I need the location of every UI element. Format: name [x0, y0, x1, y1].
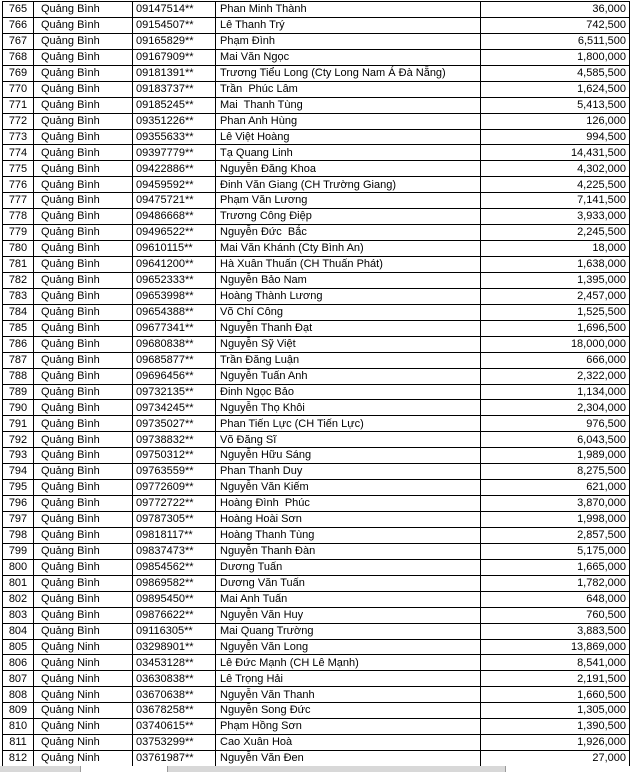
cell-amount[interactable]: 2,457,000	[577, 290, 626, 303]
cell-province[interactable]: Quảng Bình	[34, 624, 133, 639]
table-row	[3, 496, 629, 512]
cell-province[interactable]: Quảng Ninh	[34, 703, 133, 718]
table-row	[3, 385, 629, 401]
cell-phone[interactable]: 09677341**	[133, 321, 216, 336]
cell-name[interactable]: Nguyễn Văn Huy	[216, 608, 481, 623]
cell-phone[interactable]: 09116305**	[133, 624, 216, 639]
cell-province[interactable]: Quảng Ninh	[34, 751, 133, 766]
table-row	[3, 66, 629, 82]
cell-amount[interactable]: 2,322,000	[577, 369, 626, 382]
cell-name[interactable]: Phạm Văn Lương	[216, 193, 481, 208]
cell-amount[interactable]: 742,500	[586, 19, 626, 32]
cell-amount[interactable]: 1,395,000	[577, 274, 626, 287]
cell-row-number[interactable]: 782	[3, 273, 34, 288]
cell-name[interactable]: Nguyễn Thanh Đạt	[216, 321, 481, 336]
cell-phone[interactable]: 09837473**	[133, 544, 216, 559]
table-row	[3, 671, 629, 687]
table-row	[3, 273, 629, 289]
cell-row-number[interactable]: 772	[3, 114, 34, 129]
cell-phone[interactable]: 09680838**	[133, 337, 216, 352]
cell-row-number[interactable]: 805	[3, 640, 34, 655]
cell-name[interactable]: Hoàng Đình Phúc	[216, 496, 481, 511]
cell-name[interactable]: Phan Anh Hùng	[216, 114, 481, 129]
cell-phone[interactable]: 03298901**	[133, 640, 216, 655]
cell-name[interactable]: Mai Văn Khánh (Cty Bình An)	[216, 241, 481, 256]
cell-province[interactable]: Quảng Bình	[34, 496, 133, 511]
table-row	[3, 624, 629, 640]
cell-row-number[interactable]: 765	[3, 2, 34, 17]
cell-row-number[interactable]: 779	[3, 225, 34, 240]
table-row	[3, 528, 629, 544]
cell-row-number[interactable]: 766	[3, 18, 34, 33]
cell-province[interactable]: Quảng Bình	[34, 528, 133, 543]
cell-row-number[interactable]: 770	[3, 82, 34, 97]
cell-row-number[interactable]: 802	[3, 592, 34, 607]
cell-province[interactable]: Quảng Bình	[34, 400, 133, 415]
cell-amount[interactable]: 3,883,500	[577, 624, 626, 637]
cell-name[interactable]: Nguyễn Văn Thanh	[216, 687, 481, 702]
cell-name[interactable]: Phạm Hồng Sơn	[216, 719, 481, 734]
cell-province[interactable]: Quảng Bình	[34, 353, 133, 368]
cell-phone[interactable]: 09685877**	[133, 353, 216, 368]
cell-row-number[interactable]: 789	[3, 385, 34, 400]
cell-name[interactable]: Lê Việt Hoàng	[216, 130, 481, 145]
cell-amount[interactable]: 27,000	[592, 752, 626, 765]
cell-row-number[interactable]: 792	[3, 432, 34, 447]
cell-phone[interactable]: 03453128**	[133, 655, 216, 670]
table-row	[3, 145, 629, 161]
cell-row-number[interactable]: 803	[3, 608, 34, 623]
cell-phone[interactable]: 03678258**	[133, 703, 216, 718]
cell-phone[interactable]: 09763559**	[133, 464, 216, 479]
cell-name[interactable]: Nguyễn Đức Bắc	[216, 225, 481, 240]
cell-amount[interactable]: 760,500	[586, 608, 626, 621]
cell-name[interactable]: Hoàng Thanh Tùng	[216, 528, 481, 543]
cell-amount[interactable]: 4,302,000	[577, 162, 626, 175]
table-row	[3, 2, 629, 18]
cell-phone[interactable]: 09787305**	[133, 512, 216, 527]
table-row	[3, 321, 629, 337]
cell-province[interactable]: Quảng Bình	[34, 512, 133, 527]
table-row	[3, 193, 629, 209]
cell-phone[interactable]: 09696456**	[133, 369, 216, 384]
cell-phone[interactable]: 09772609**	[133, 480, 216, 495]
cell-name[interactable]: Đinh Ngọc Bảo	[216, 385, 481, 400]
cell-phone[interactable]: 09738832**	[133, 432, 216, 447]
cell-name[interactable]: Phan Minh Thành	[216, 2, 481, 17]
table-row	[3, 400, 629, 416]
table-row	[3, 608, 629, 624]
cell-name[interactable]: Hoàng Hoài Sơn	[216, 512, 481, 527]
cell-province[interactable]: Quảng Bình	[34, 257, 133, 272]
cell-amount[interactable]: 2,245,500	[577, 226, 626, 239]
cell-province[interactable]: Quảng Ninh	[34, 735, 133, 750]
table-row	[3, 480, 629, 496]
cell-row-number[interactable]: 778	[3, 209, 34, 224]
cell-amount[interactable]: 1,665,000	[577, 561, 626, 574]
cell-province[interactable]: Quảng Bình	[34, 592, 133, 607]
cell-amount[interactable]: 1,638,000	[577, 258, 626, 271]
cell-phone[interactable]: 09496522**	[133, 225, 216, 240]
cell-province[interactable]: Quảng Bình	[34, 480, 133, 495]
table-row	[3, 98, 629, 114]
cell-province[interactable]: Quảng Bình	[34, 608, 133, 623]
cell-name[interactable]: Trần Phúc Lâm	[216, 82, 481, 97]
cell-phone[interactable]: 09397779**	[133, 145, 216, 160]
cell-name[interactable]: Cao Xuân Hoà	[216, 735, 481, 750]
sheet-tab[interactable]	[80, 766, 168, 772]
cell-name[interactable]: Nguyễn Đăng Khoa	[216, 161, 481, 176]
cell-name[interactable]: Dương Tuấn	[216, 560, 481, 575]
cell-phone[interactable]: 03630838**	[133, 671, 216, 686]
cell-amount[interactable]: 4,585,500	[577, 66, 626, 79]
cell-province[interactable]: Quảng Bình	[34, 34, 133, 49]
table-row	[3, 416, 629, 432]
cell-amount[interactable]: 621,000	[586, 481, 626, 494]
table-row	[3, 225, 629, 241]
cell-row-number[interactable]: 777	[3, 193, 34, 208]
table-row	[3, 305, 629, 321]
cell-province[interactable]: Quảng Bình	[34, 161, 133, 176]
table-row	[3, 544, 629, 560]
cell-amount[interactable]: 2,304,000	[577, 401, 626, 414]
table-row	[3, 448, 629, 464]
cell-row-number[interactable]: 797	[3, 512, 34, 527]
cell-province[interactable]: Quảng Bình	[34, 66, 133, 81]
cell-row-number[interactable]: 767	[3, 34, 34, 49]
cell-province[interactable]: Quảng Ninh	[34, 671, 133, 686]
spreadsheet-table	[2, 1, 630, 767]
cell-amount[interactable]: 13,869,000	[570, 640, 626, 653]
cell-province[interactable]: Quảng Bình	[34, 560, 133, 575]
cell-phone[interactable]: 09876622**	[133, 608, 216, 623]
cell-amount[interactable]: 976,500	[586, 417, 626, 430]
cell-amount[interactable]: 3,933,000	[577, 210, 626, 223]
table-row	[3, 257, 629, 273]
cell-amount[interactable]: 1,989,000	[577, 449, 626, 462]
cell-amount[interactable]: 18,000	[592, 242, 626, 255]
cell-name[interactable]: Phan Tiến Lực (CH Tiến Lực)	[216, 416, 481, 431]
table-row	[3, 209, 629, 225]
cell-name[interactable]: Lê Thanh Trý	[216, 18, 481, 33]
cell-row-number[interactable]: 811	[3, 735, 34, 750]
cell-name[interactable]: Nguyễn Tuấn Anh	[216, 369, 481, 384]
table-row	[3, 655, 629, 671]
cell-name[interactable]: Nguyễn Hữu Sáng	[216, 448, 481, 463]
cell-phone[interactable]: 03761987**	[133, 751, 216, 766]
table-row	[3, 34, 629, 50]
cell-amount[interactable]: 36,000	[592, 3, 626, 16]
cell-amount[interactable]: 3,870,000	[577, 497, 626, 510]
cell-row-number[interactable]: 806	[3, 655, 34, 670]
cell-province[interactable]: Quảng Bình	[34, 289, 133, 304]
cell-phone[interactable]: 09355633**	[133, 130, 216, 145]
table-row	[3, 719, 629, 735]
cell-row-number[interactable]: 787	[3, 353, 34, 368]
cell-phone[interactable]: 09750312**	[133, 448, 216, 463]
cell-phone[interactable]: 09486668**	[133, 209, 216, 224]
cell-row-number[interactable]: 812	[3, 751, 34, 766]
cell-phone[interactable]: 09351226**	[133, 114, 216, 129]
cell-amount[interactable]: 994,500	[586, 130, 626, 143]
table-row	[3, 241, 629, 257]
table-row	[3, 353, 629, 369]
cell-amount[interactable]: 14,431,500	[570, 146, 626, 159]
horizontal-scrollbar-area[interactable]	[505, 766, 633, 772]
cell-row-number[interactable]: 781	[3, 257, 34, 272]
cell-amount[interactable]: 1,134,000	[577, 385, 626, 398]
cell-phone[interactable]: 09165829**	[133, 34, 216, 49]
cell-row-number[interactable]: 768	[3, 50, 34, 65]
cell-phone[interactable]: 09652333**	[133, 273, 216, 288]
sheet-tab-strip	[0, 766, 633, 772]
cell-row-number[interactable]: 788	[3, 369, 34, 384]
cell-name[interactable]: Hà Xuân Thuấn (CH Thuấn Phát)	[216, 257, 481, 272]
cell-amount[interactable]: 18,000,000	[570, 337, 626, 350]
cell-name[interactable]: Mai Thanh Tùng	[216, 98, 481, 113]
cell-name[interactable]: Nguyễn Song Đức	[216, 703, 481, 718]
cell-phone[interactable]: 09735027**	[133, 416, 216, 431]
cell-amount[interactable]: 5,413,500	[577, 98, 626, 111]
cell-name[interactable]: Nguyễn Thọ Khôi	[216, 400, 481, 415]
cell-name[interactable]: Võ Đăng Sĩ	[216, 432, 481, 447]
table-row	[3, 177, 629, 193]
cell-name[interactable]: Trương Công Điệp	[216, 209, 481, 224]
cell-row-number[interactable]: 783	[3, 289, 34, 304]
cell-row-number[interactable]: 769	[3, 66, 34, 81]
cell-phone[interactable]: 09654388**	[133, 305, 216, 320]
cell-province[interactable]: Quảng Bình	[34, 385, 133, 400]
cell-row-number[interactable]: 801	[3, 576, 34, 591]
cell-row-number[interactable]: 798	[3, 528, 34, 543]
cell-province[interactable]: Quảng Bình	[34, 448, 133, 463]
cell-row-number[interactable]: 810	[3, 719, 34, 734]
cell-province[interactable]: Quảng Bình	[34, 209, 133, 224]
cell-amount[interactable]: 6,043,500	[577, 433, 626, 446]
table-row	[3, 161, 629, 177]
cell-row-number[interactable]: 775	[3, 161, 34, 176]
cell-phone[interactable]: 09167909**	[133, 50, 216, 65]
cell-row-number[interactable]: 799	[3, 544, 34, 559]
cell-phone[interactable]: 03753299**	[133, 735, 216, 750]
cell-phone[interactable]: 09818117**	[133, 528, 216, 543]
cell-row-number[interactable]: 784	[3, 305, 34, 320]
cell-province[interactable]: Quảng Bình	[34, 193, 133, 208]
cell-row-number[interactable]: 796	[3, 496, 34, 511]
cell-amount[interactable]: 4,225,500	[577, 178, 626, 191]
cell-phone[interactable]: 09732135**	[133, 385, 216, 400]
cell-row-number[interactable]: 785	[3, 321, 34, 336]
cell-row-number[interactable]: 776	[3, 177, 34, 192]
cell-name[interactable]: Tạ Quang Linh	[216, 145, 481, 160]
table-row	[3, 464, 629, 480]
cell-province[interactable]: Quảng Bình	[34, 544, 133, 559]
cell-amount[interactable]: 6,511,500	[577, 35, 626, 48]
cell-phone[interactable]: 09641200**	[133, 257, 216, 272]
cell-row-number[interactable]: 804	[3, 624, 34, 639]
table-row	[3, 432, 629, 448]
table-row	[3, 337, 629, 353]
cell-name[interactable]: Dương Văn Tuấn	[216, 576, 481, 591]
cell-province[interactable]: Quảng Bình	[34, 2, 133, 17]
cell-amount[interactable]: 1,390,500	[577, 720, 626, 733]
cell-amount[interactable]: 1,624,500	[577, 82, 626, 95]
cell-phone[interactable]: 09854562**	[133, 560, 216, 575]
cell-name[interactable]: Nguyễn Văn Đen	[216, 751, 481, 766]
cell-phone[interactable]: 09147514**	[133, 2, 216, 17]
cell-amount[interactable]: 7,141,500	[577, 194, 626, 207]
cell-row-number[interactable]: 774	[3, 145, 34, 160]
cell-province[interactable]: Quảng Ninh	[34, 640, 133, 655]
cell-phone[interactable]: 09154507**	[133, 18, 216, 33]
cell-amount[interactable]: 1,305,000	[577, 704, 626, 717]
cell-province[interactable]: Quảng Ninh	[34, 719, 133, 734]
cell-amount[interactable]: 1,525,500	[577, 306, 626, 319]
cell-province[interactable]: Quảng Ninh	[34, 655, 133, 670]
cell-amount[interactable]: 2,191,500	[577, 672, 626, 685]
cell-row-number[interactable]: 807	[3, 671, 34, 686]
table-row	[3, 703, 629, 719]
cell-phone[interactable]: 03670638**	[133, 687, 216, 702]
cell-province[interactable]: Quảng Bình	[34, 305, 133, 320]
cell-phone[interactable]: 09475721**	[133, 193, 216, 208]
cell-amount[interactable]: 1,696,500	[577, 321, 626, 334]
cell-name[interactable]: Võ Chí Công	[216, 305, 481, 320]
cell-amount[interactable]: 666,000	[586, 353, 626, 366]
cell-phone[interactable]: 09459592**	[133, 177, 216, 192]
cell-province[interactable]: Quảng Bình	[34, 337, 133, 352]
cell-province[interactable]: Quảng Bình	[34, 130, 133, 145]
table-row	[3, 560, 629, 576]
cell-amount[interactable]: 1,660,500	[577, 688, 626, 701]
cell-row-number[interactable]: 773	[3, 130, 34, 145]
table-row	[3, 50, 629, 66]
cell-province[interactable]: Quảng Bình	[34, 273, 133, 288]
cell-row-number[interactable]: 793	[3, 448, 34, 463]
table-row	[3, 576, 629, 592]
cell-phone[interactable]: 09422886**	[133, 161, 216, 176]
table-row	[3, 82, 629, 98]
cell-phone[interactable]: 09181391**	[133, 66, 216, 81]
cell-province[interactable]: Quảng Ninh	[34, 687, 133, 702]
cell-row-number[interactable]: 808	[3, 687, 34, 702]
table-row	[3, 130, 629, 146]
cell-row-number[interactable]: 791	[3, 416, 34, 431]
cell-province[interactable]: Quảng Bình	[34, 18, 133, 33]
table-row	[3, 18, 629, 34]
table-row	[3, 735, 629, 751]
cell-name[interactable]: Mai Anh Tuấn	[216, 592, 481, 607]
cell-phone[interactable]: 09183737**	[133, 82, 216, 97]
cell-row-number[interactable]: 771	[3, 98, 34, 113]
cell-amount[interactable]: 1,998,000	[577, 513, 626, 526]
cell-amount[interactable]: 1,800,000	[577, 51, 626, 64]
cell-province[interactable]: Quảng Bình	[34, 114, 133, 129]
cell-province[interactable]: Quảng Bình	[34, 241, 133, 256]
table-row	[3, 369, 629, 385]
table-row	[3, 512, 629, 528]
cell-province[interactable]: Quảng Bình	[34, 576, 133, 591]
cell-row-number[interactable]: 794	[3, 464, 34, 479]
cell-name[interactable]: Lê Trọng Hải	[216, 671, 481, 686]
cell-name[interactable]: Mai Quang Trường	[216, 624, 481, 639]
table-row	[3, 592, 629, 608]
cell-phone[interactable]: 09734245**	[133, 400, 216, 415]
cell-province[interactable]: Quảng Bình	[34, 369, 133, 384]
table-row	[3, 640, 629, 656]
cell-phone[interactable]: 09895450**	[133, 592, 216, 607]
cell-amount[interactable]: 2,857,500	[577, 529, 626, 542]
cell-phone[interactable]: 09772722**	[133, 496, 216, 511]
cell-row-number[interactable]: 809	[3, 703, 34, 718]
cell-name[interactable]: Nguyễn Bảo Nam	[216, 273, 481, 288]
cell-name[interactable]: Nguyễn Văn Long	[216, 640, 481, 655]
cell-province[interactable]: Quảng Bình	[34, 50, 133, 65]
cell-row-number[interactable]: 800	[3, 560, 34, 575]
cell-province[interactable]: Quảng Bình	[34, 432, 133, 447]
cell-amount[interactable]: 8,275,500	[577, 465, 626, 478]
cell-phone[interactable]: 09653998**	[133, 289, 216, 304]
cell-name[interactable]: Trương Tiểu Long (Cty Long Nam Á Đà Nẵng)	[216, 66, 481, 81]
cell-name[interactable]: Nguyễn Thanh Đàn	[216, 544, 481, 559]
cell-name[interactable]: Mai Văn Ngọc	[216, 50, 481, 65]
cell-name[interactable]: Trần Đăng Luận	[216, 353, 481, 368]
cell-province[interactable]: Quảng Bình	[34, 464, 133, 479]
cell-phone[interactable]: 09869582**	[133, 576, 216, 591]
cell-name[interactable]: Lê Đức Mạnh (CH Lê Mạnh)	[216, 655, 481, 670]
table-row	[3, 687, 629, 703]
cell-phone[interactable]: 03740615**	[133, 719, 216, 734]
cell-name[interactable]: Nguyễn Văn Kiếm	[216, 480, 481, 495]
cell-province[interactable]: Quảng Bình	[34, 416, 133, 431]
cell-amount[interactable]: 5,175,000	[577, 545, 626, 558]
cell-province[interactable]: Quảng Bình	[34, 321, 133, 336]
cell-amount[interactable]: 1,926,000	[577, 736, 626, 749]
cell-province[interactable]: Quảng Bình	[34, 145, 133, 160]
cell-name[interactable]: Nguyễn Sỹ Việt	[216, 337, 481, 352]
table-row	[3, 751, 629, 767]
cell-row-number[interactable]: 780	[3, 241, 34, 256]
cell-row-number[interactable]: 786	[3, 337, 34, 352]
cell-amount[interactable]: 8,541,000	[577, 656, 626, 669]
cell-province[interactable]: Quảng Bình	[34, 82, 133, 97]
cell-row-number[interactable]: 795	[3, 480, 34, 495]
cell-name[interactable]: Đinh Văn Giang (CH Trường Giang)	[216, 177, 481, 192]
cell-province[interactable]: Quảng Bình	[34, 225, 133, 240]
cell-phone[interactable]: 09610115**	[133, 241, 216, 256]
cell-amount[interactable]: 1,782,000	[577, 576, 626, 589]
table-row	[3, 289, 629, 305]
cell-province[interactable]: Quảng Bình	[34, 177, 133, 192]
cell-amount[interactable]: 648,000	[586, 592, 626, 605]
cell-phone[interactable]: 09185245**	[133, 98, 216, 113]
cell-province[interactable]: Quảng Bình	[34, 98, 133, 113]
cell-name[interactable]: Phan Thanh Duy	[216, 464, 481, 479]
table-row	[3, 114, 629, 130]
cell-name[interactable]: Phạm Đình	[216, 34, 481, 49]
cell-amount[interactable]: 126,000	[586, 114, 626, 127]
cell-name[interactable]: Hoàng Thành Lương	[216, 289, 481, 304]
cell-row-number[interactable]: 790	[3, 400, 34, 415]
